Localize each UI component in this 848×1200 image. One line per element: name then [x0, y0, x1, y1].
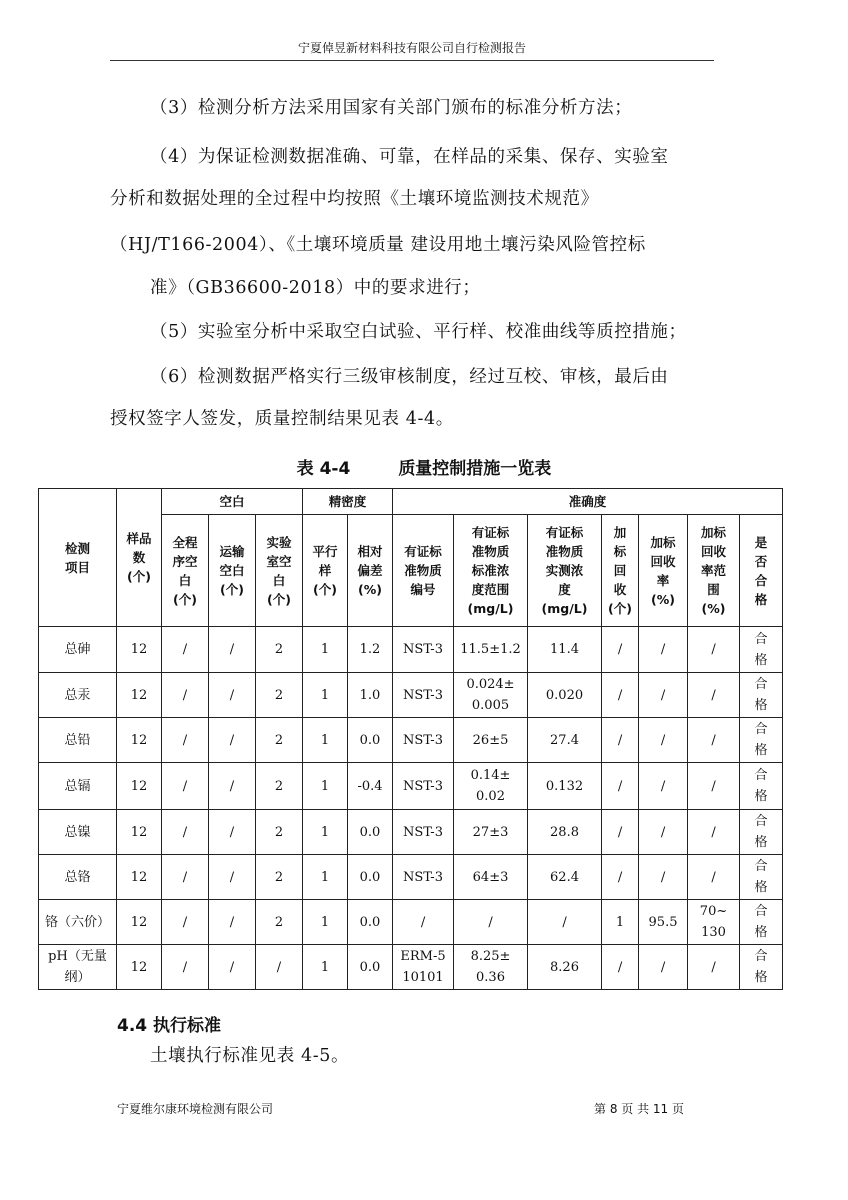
cell-pass [740, 855, 783, 900]
cell-line: 合 [754, 949, 768, 964]
cell-line: 8.25± [470, 949, 511, 964]
header-line: 率 [656, 572, 670, 588]
cell-rel-dev: 0.0 [348, 810, 393, 855]
col-header-spike [602, 515, 639, 627]
cell-pass [740, 810, 783, 855]
cell-line: / [711, 869, 716, 885]
cell-spike-rate: / [639, 810, 688, 855]
header-line: (mg/L) [467, 601, 514, 616]
cell-crm-measured: 0.132 [528, 763, 602, 810]
cell-spike-rate: / [639, 627, 688, 673]
cell-line: 格 [754, 743, 768, 758]
cell-line: 0.14± [470, 768, 511, 783]
report-header: 宁夏倬昱新材料科技有限公司自行检测报告 [297, 41, 526, 55]
cell-crm-range [454, 900, 528, 945]
header-line: 标 [613, 544, 627, 559]
header-line: 有证标 [404, 544, 442, 559]
cell-item [39, 900, 117, 945]
group-header-accuracy: 准确度 [393, 489, 783, 515]
cell-line: / [420, 914, 426, 930]
paragraph-line: （6）检测数据严格实行三级审核制度，经过互校、审核，最后由 [150, 367, 669, 387]
header-line: (%) [651, 591, 675, 607]
header-line: (%) [701, 601, 726, 616]
cell-line: 格 [754, 698, 768, 713]
cell-crm-id [393, 763, 454, 810]
cell-line: 0.36 [476, 970, 505, 985]
cell-samples: 12 [117, 627, 162, 673]
col-header-relative-deviation [348, 515, 393, 627]
col-header-parallel [303, 515, 348, 627]
cell-parallel: 1 [303, 763, 348, 810]
cell-field-blank: / [162, 673, 209, 718]
cell-crm-measured: 11.4 [528, 627, 602, 673]
table-row [39, 855, 783, 900]
cell-line: / [711, 824, 716, 840]
table-row [39, 673, 783, 718]
cell-item [39, 673, 117, 718]
table-row [39, 810, 783, 855]
cell-line: 格 [754, 925, 768, 940]
cell-line: 合 [754, 722, 768, 737]
cell-pass [740, 673, 783, 718]
header-line: 准物质 [545, 544, 584, 559]
header-line: 实验 [266, 534, 292, 550]
header-line: (mg/L) [541, 601, 588, 616]
cell-field-blank: / [162, 810, 209, 855]
cell-spike-rate: / [639, 763, 688, 810]
header-line: 回 [613, 563, 627, 578]
cell-line: 64±3 [472, 869, 509, 885]
cell-spike: / [602, 763, 639, 810]
cell-line: pH（无量 [48, 949, 107, 964]
cell-field-blank: / [162, 900, 209, 945]
cell-spike-rate: / [639, 673, 688, 718]
cell-line: 总砷 [64, 642, 91, 657]
cell-spike: / [602, 627, 639, 673]
cell-spike: / [602, 945, 639, 990]
table-row [39, 627, 783, 673]
header-line: 室空 [266, 553, 292, 569]
cell-samples: 12 [117, 900, 162, 945]
cell-crm-range [454, 763, 528, 810]
cell-crm-measured: 8.26 [528, 945, 602, 990]
cell-line: NST-3 [403, 778, 443, 794]
header-line: 偏差 [357, 563, 383, 578]
col-header-crm-id [393, 515, 454, 627]
header-line: 平行 [312, 544, 338, 559]
header-line: 合 [754, 572, 768, 588]
cell-parallel: 1 [303, 718, 348, 763]
cell-line: 合 [754, 814, 768, 829]
header-line: (个) [313, 582, 337, 597]
col-header-item [39, 489, 117, 627]
footer-page-number: 第 8 页 共 11 页 [594, 1102, 684, 1116]
header-line: 是 [754, 534, 768, 550]
cell-spike: / [602, 810, 639, 855]
header-line: 否 [754, 553, 768, 569]
header-line: 围 [707, 582, 720, 597]
cell-spike: 1 [602, 900, 639, 945]
cell-transport-blank: / [209, 945, 256, 990]
cell-transport-blank: / [209, 855, 256, 900]
cell-pass [740, 718, 783, 763]
paragraph-line: （HJ/T166-2004）、《土壤环境质量 建设用地土壤污染风险管控标 [110, 235, 646, 255]
col-header-transport-blank [209, 515, 256, 627]
cell-line: 0.024± [466, 677, 515, 692]
header-line: (个) [127, 569, 151, 584]
cell-line: 格 [754, 789, 768, 804]
cell-rel-dev: 0.0 [348, 945, 393, 990]
cell-line: 合 [754, 904, 768, 919]
paragraph-line: （3）检测分析方法采用国家有关部门颁布的标准分析方法； [150, 98, 633, 118]
cell-samples: 12 [117, 673, 162, 718]
cell-lab-blank: 2 [256, 718, 303, 763]
cell-line: 格 [754, 880, 768, 895]
cell-spike-range [688, 763, 740, 810]
header-line: 准物质 [471, 544, 510, 559]
cell-line: 总镉 [64, 778, 91, 794]
cell-line: 铬（六价） [44, 914, 110, 930]
header-line: (个) [173, 591, 197, 607]
header-line: 有证标 [545, 525, 584, 540]
cell-parallel: 1 [303, 627, 348, 673]
cell-lab-blank: 2 [256, 673, 303, 718]
header-line: 度 [558, 582, 571, 597]
table-row [39, 718, 783, 763]
col-header-lab-blank [256, 515, 303, 627]
cell-item [39, 718, 117, 763]
cell-transport-blank: / [209, 900, 256, 945]
cell-line: 纲） [64, 970, 91, 985]
group-header-precision: 精密度 [303, 489, 393, 515]
table-caption [0, 454, 848, 479]
cell-crm-range [454, 945, 528, 990]
cell-line: / [711, 642, 716, 657]
col-header-crm-measured [528, 515, 602, 627]
cell-line: / [711, 687, 716, 703]
cell-line: 格 [754, 970, 768, 985]
cell-line: 总镍 [64, 824, 91, 840]
table-number: 表 4-4 [296, 459, 351, 479]
cell-pass [740, 627, 783, 673]
col-header-pass [740, 515, 783, 627]
cell-lab-blank: 2 [256, 810, 303, 855]
header-line: 检测 [64, 540, 90, 556]
header-line: 相对 [357, 544, 383, 559]
paragraph-line: 准》（GB36600-2018）中的要求进行； [150, 278, 481, 298]
cell-item [39, 763, 117, 810]
cell-line: NST-3 [403, 824, 443, 840]
header-line: 标准浓 [471, 563, 510, 578]
header-line: 率范 [701, 563, 727, 578]
cell-lab-blank: 2 [256, 763, 303, 810]
cell-samples: 12 [117, 945, 162, 990]
cell-lab-blank: 2 [256, 855, 303, 900]
header-line: 加标 [701, 525, 727, 540]
header-line: 全程 [172, 534, 198, 550]
cell-line: / [488, 914, 493, 930]
table-row [39, 900, 783, 945]
cell-crm-id [393, 627, 454, 673]
cell-lab-blank: 2 [256, 900, 303, 945]
cell-line: 总铅 [64, 732, 91, 748]
cell-item [39, 855, 117, 900]
header-line: 数 [132, 550, 146, 565]
cell-transport-blank: / [209, 718, 256, 763]
cell-item [39, 945, 117, 990]
cell-item [39, 627, 117, 673]
cell-transport-blank: / [209, 627, 256, 673]
cell-field-blank: / [162, 763, 209, 810]
cell-rel-dev: 1.2 [348, 627, 393, 673]
cell-crm-measured: / [528, 900, 602, 945]
cell-parallel: 1 [303, 945, 348, 990]
cell-spike-range [688, 900, 740, 945]
cell-rel-dev: 0.0 [348, 855, 393, 900]
cell-samples: 12 [117, 763, 162, 810]
cell-line: 合 [754, 631, 768, 647]
cell-pass [740, 763, 783, 810]
cell-line: 格 [754, 652, 768, 668]
table-row [39, 763, 783, 810]
header-line: 收 [613, 582, 627, 597]
paragraph-line: （4）为保证检测数据准确、可靠，在样品的采集、保存、实验室 [150, 147, 669, 167]
cell-field-blank: / [162, 718, 209, 763]
cell-line: 合 [754, 677, 768, 692]
col-header-samples [117, 489, 162, 627]
cell-transport-blank: / [209, 810, 256, 855]
cell-line: 26±5 [472, 732, 509, 748]
cell-line: 0.02 [476, 789, 505, 804]
table-title: 质量控制措施一览表 [398, 459, 552, 479]
cell-line: 格 [754, 835, 768, 850]
cell-rel-dev: 0.0 [348, 718, 393, 763]
cell-rel-dev: -0.4 [348, 763, 393, 810]
cell-crm-range [454, 810, 528, 855]
cell-spike-rate: / [639, 945, 688, 990]
group-header-blank: 空白 [162, 489, 303, 515]
cell-field-blank: / [162, 945, 209, 990]
cell-line: / [711, 959, 716, 975]
header-line: 回收 [701, 544, 727, 559]
cell-crm-range [454, 627, 528, 673]
cell-spike-range [688, 855, 740, 900]
cell-lab-blank: 2 [256, 627, 303, 673]
cell-line: 0.005 [471, 698, 510, 713]
cell-line: 130 [701, 925, 726, 940]
cell-parallel: 1 [303, 810, 348, 855]
cell-transport-blank: / [209, 673, 256, 718]
header-line: 格 [754, 591, 768, 607]
cell-parallel: 1 [303, 673, 348, 718]
cell-line: 总汞 [64, 687, 91, 703]
cell-crm-id [393, 855, 454, 900]
cell-spike-range [688, 945, 740, 990]
cell-line: 27±3 [472, 824, 509, 840]
cell-crm-measured: 27.4 [528, 718, 602, 763]
col-header-spike-range [688, 515, 740, 627]
cell-line: NST-3 [403, 732, 443, 748]
cell-transport-blank: / [209, 763, 256, 810]
cell-crm-measured: 0.020 [528, 673, 602, 718]
cell-field-blank: / [162, 627, 209, 673]
cell-line: 合 [754, 768, 768, 783]
cell-spike-rate: / [639, 855, 688, 900]
header-line: 加标 [650, 534, 676, 550]
paragraph-line: 授权签字人签发，质量控制结果见表 4-4。 [110, 409, 454, 429]
cell-field-blank: / [162, 855, 209, 900]
cell-samples: 12 [117, 718, 162, 763]
cell-pass [740, 945, 783, 990]
cell-samples: 12 [117, 810, 162, 855]
cell-parallel: 1 [303, 855, 348, 900]
paragraph-line: 分析和数据处理的全过程中均按照《土壤环境监测技术规范》 [110, 189, 599, 209]
header-line: 空白 [219, 563, 245, 578]
header-line: (个) [608, 601, 632, 616]
cell-spike: / [602, 673, 639, 718]
header-line: 回收 [650, 553, 676, 569]
cell-line: / [711, 732, 716, 748]
cell-spike-rate: / [639, 718, 688, 763]
cell-pass [740, 900, 783, 945]
cell-line: / [711, 778, 716, 794]
section-text: 土壤执行标准见表 4-5。 [150, 1046, 350, 1066]
col-header-spike-rate [639, 515, 688, 627]
header-line: 准物质 [404, 563, 442, 578]
cell-parallel: 1 [303, 900, 348, 945]
cell-crm-measured: 28.8 [528, 810, 602, 855]
cell-rel-dev: 0.0 [348, 900, 393, 945]
header-line: 序空 [172, 553, 198, 569]
header-line: 运输 [219, 544, 245, 559]
cell-lab-blank: / [256, 945, 303, 990]
header-line: 实测浓 [545, 563, 584, 578]
cell-crm-id [393, 718, 454, 763]
header-line: 项目 [64, 559, 90, 575]
cell-line: 10101 [402, 970, 444, 985]
cell-samples: 12 [117, 855, 162, 900]
cell-line: 合 [754, 859, 768, 874]
cell-rel-dev: 1.0 [348, 673, 393, 718]
paragraph-line: （5）实验室分析中采取空白试验、平行样、校准曲线等质控措施； [150, 322, 687, 342]
cell-crm-range [454, 855, 528, 900]
cell-item [39, 810, 117, 855]
header-line: (个) [220, 582, 244, 597]
cell-line: 总铬 [64, 869, 91, 885]
header-line: 白 [178, 572, 192, 588]
cell-spike-range [688, 627, 740, 673]
header-line: (个) [267, 591, 291, 607]
cell-spike: / [602, 855, 639, 900]
header-line: 度范围 [471, 582, 510, 597]
cell-line: 11.5±1.2 [460, 642, 521, 657]
cell-crm-id [393, 900, 454, 945]
cell-crm-measured: 62.4 [528, 855, 602, 900]
cell-line: ERM-5 [400, 949, 446, 964]
cell-crm-id [393, 945, 454, 990]
footer-company: 宁夏维尔康环境检测有限公司 [117, 1102, 274, 1116]
cell-line: NST-3 [403, 642, 443, 657]
cell-spike-range [688, 810, 740, 855]
cell-line: 70~ [699, 904, 728, 919]
quality-control-table [38, 488, 783, 990]
header-line: 加 [613, 525, 627, 540]
cell-line: NST-3 [403, 869, 443, 885]
cell-spike-range [688, 718, 740, 763]
header-divider [110, 60, 714, 61]
header-line: 有证标 [471, 525, 510, 540]
header-line: 样品 [126, 531, 152, 546]
cell-crm-range [454, 673, 528, 718]
cell-line: NST-3 [403, 687, 443, 703]
cell-spike: / [602, 718, 639, 763]
cell-crm-id [393, 810, 454, 855]
cell-crm-range [454, 718, 528, 763]
section-heading: 4.4 执行标准 [117, 1016, 222, 1036]
cell-spike-range [688, 673, 740, 718]
col-header-crm-range [454, 515, 528, 627]
cell-crm-id [393, 673, 454, 718]
header-line: 白 [272, 572, 286, 588]
cell-spike-rate: 95.5 [639, 900, 688, 945]
header-line: 样 [318, 563, 332, 578]
header-line: 编号 [410, 582, 436, 597]
col-header-field-blank [162, 515, 209, 627]
table-row [39, 945, 783, 990]
header-line: (%) [358, 582, 382, 597]
